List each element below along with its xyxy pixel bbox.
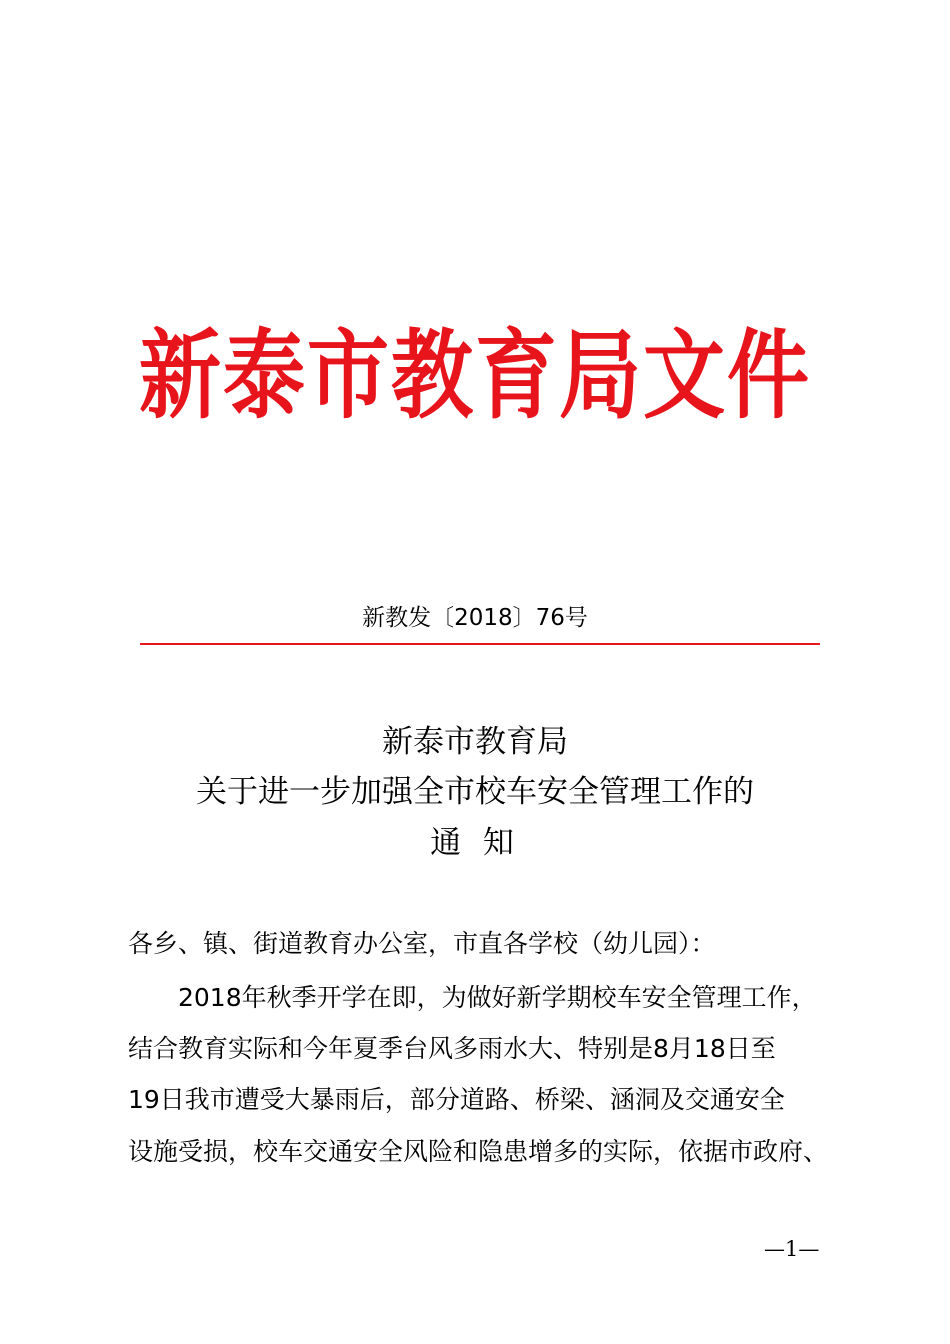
- document-number: 新教发〔2018〕76号: [362, 605, 588, 631]
- body-paragraph-line: 设施受损，校车交通安全风险和隐患增多的实际，依据市政府、: [128, 1137, 829, 1166]
- salutation: 各乡、镇、街道教育办公室，市直各学校（幼儿园）：: [128, 929, 716, 958]
- body-paragraph-line: 结合教育实际和今年夏季台风多雨水大、特别是8月18日至: [128, 1034, 776, 1063]
- body-paragraph-line: 19日我市遭受大暴雨后，部分道路、桥梁、涵洞及交通安全: [128, 1085, 785, 1114]
- subject-notice-type: 通 知: [430, 825, 520, 861]
- subject-title: 关于进一步加强全市校车安全管理工作的: [196, 774, 754, 810]
- document-header-title: 新泰市教育局文件: [138, 320, 811, 433]
- red-divider-line: [140, 643, 820, 645]
- body-paragraph-line: 2018年秋季开学在即，为做好新学期校车安全管理工作，: [178, 983, 817, 1012]
- page-number: —1—: [764, 1237, 820, 1261]
- subject-issuer: 新泰市教育局: [382, 724, 568, 760]
